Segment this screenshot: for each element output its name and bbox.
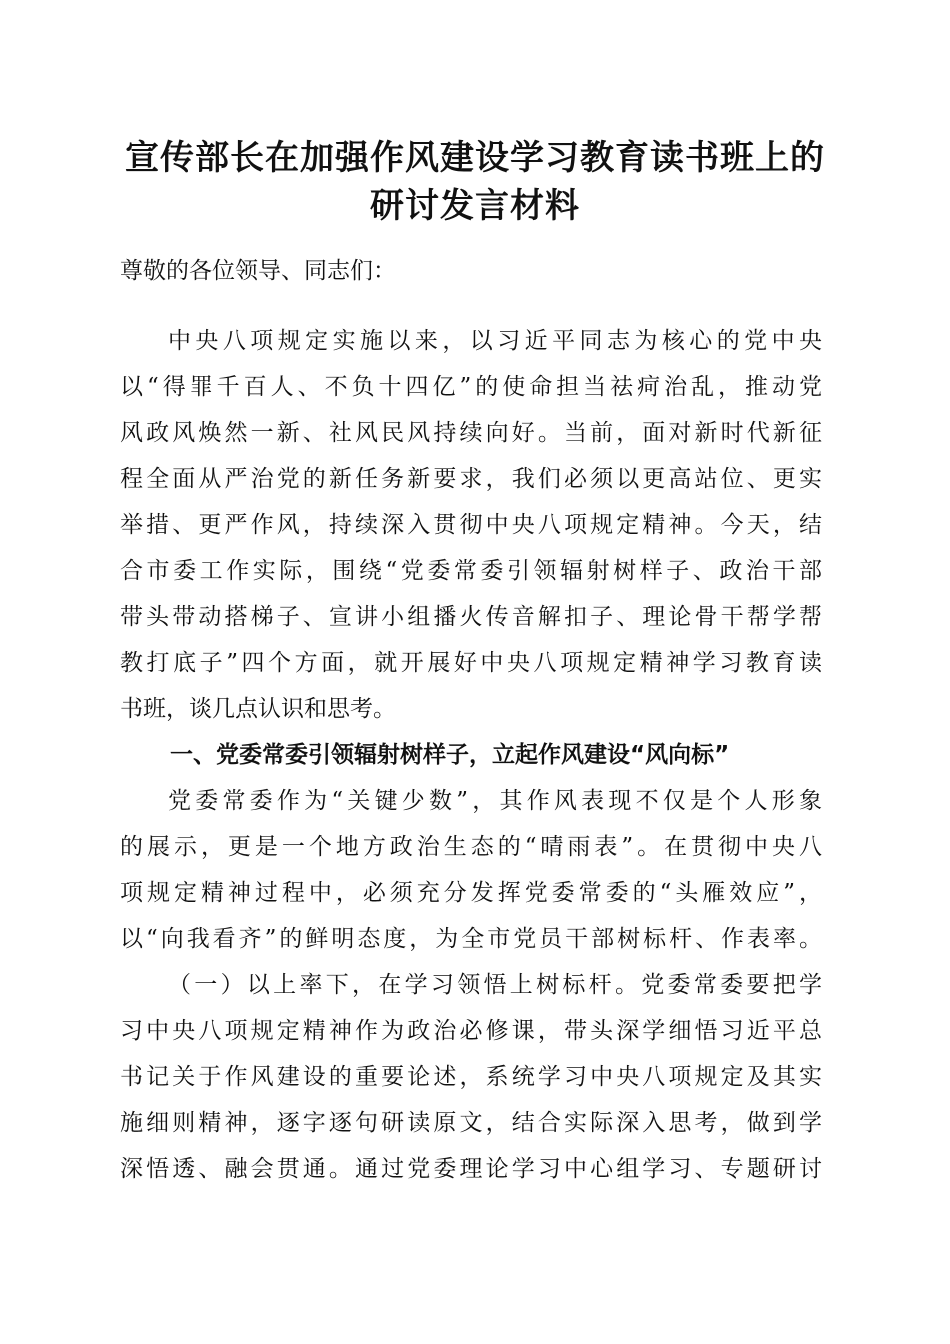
para3-line: 书记关于作风建设的重要论述，系统学习中央八项规定及其实 bbox=[120, 1064, 822, 1090]
para1-line: 中央八项规定实施以来，以习近平同志为核心的党中央 bbox=[168, 328, 822, 354]
para3-line: （一）以上率下，在学习领悟上树标杆。党委常委要把学 bbox=[168, 972, 822, 998]
document-title-line2: 研讨发言材料 bbox=[370, 186, 580, 226]
para1-line: 书班，谈几点认识和思考。 bbox=[120, 696, 396, 722]
para1-line: 合市委工作实际，围绕“党委常委引领辐射树样子、政治干部 bbox=[120, 558, 822, 584]
para2-line: 以“向我看齐”的鲜明态度，为全市党员干部树标杆、作表率。 bbox=[120, 926, 822, 952]
document-title-line1: 宣传部长在加强作风建设学习教育读书班上的 bbox=[125, 138, 825, 178]
para1-line: 教打底子”四个方面，就开展好中央八项规定精神学习教育读 bbox=[120, 650, 822, 676]
section-heading-1: 一、党委常委引领辐射树样子，立起作风建设“风向标” bbox=[170, 742, 730, 768]
para3-line: 施细则精神，逐字逐句研读原文，结合实际深入思考，做到学 bbox=[120, 1110, 822, 1136]
salutation: 尊敬的各位领导、同志们： bbox=[120, 258, 396, 284]
para1-line: 以“得罪千百人、不负十四亿”的使命担当祛疴治乱，推动党 bbox=[120, 374, 822, 400]
para1-line: 举措、更严作风，持续深入贯彻中央八项规定精神。今天，结 bbox=[120, 512, 822, 538]
para2-line: 党委常委作为“关键少数”，其作风表现不仅是个人形象 bbox=[168, 788, 822, 814]
para3-line: 深悟透、融会贯通。通过党委理论学习中心组学习、专题研讨 bbox=[120, 1156, 822, 1182]
para1-line: 风政风焕然一新、社风民风持续向好。当前，面对新时代新征 bbox=[120, 420, 822, 446]
para2-line: 项规定精神过程中，必须充分发挥党委常委的“头雁效应”， bbox=[120, 880, 822, 906]
para1-line: 程全面从严治党的新任务新要求，我们必须以更高站位、更实 bbox=[120, 466, 822, 492]
para3-line: 习中央八项规定精神作为政治必修课，带头深学细悟习近平总 bbox=[120, 1018, 822, 1044]
para2-line: 的展示，更是一个地方政治生态的“晴雨表”。在贯彻中央八 bbox=[120, 834, 822, 860]
para1-line: 带头带动搭梯子、宣讲小组播火传音解扣子、理论骨干帮学帮 bbox=[120, 604, 822, 630]
